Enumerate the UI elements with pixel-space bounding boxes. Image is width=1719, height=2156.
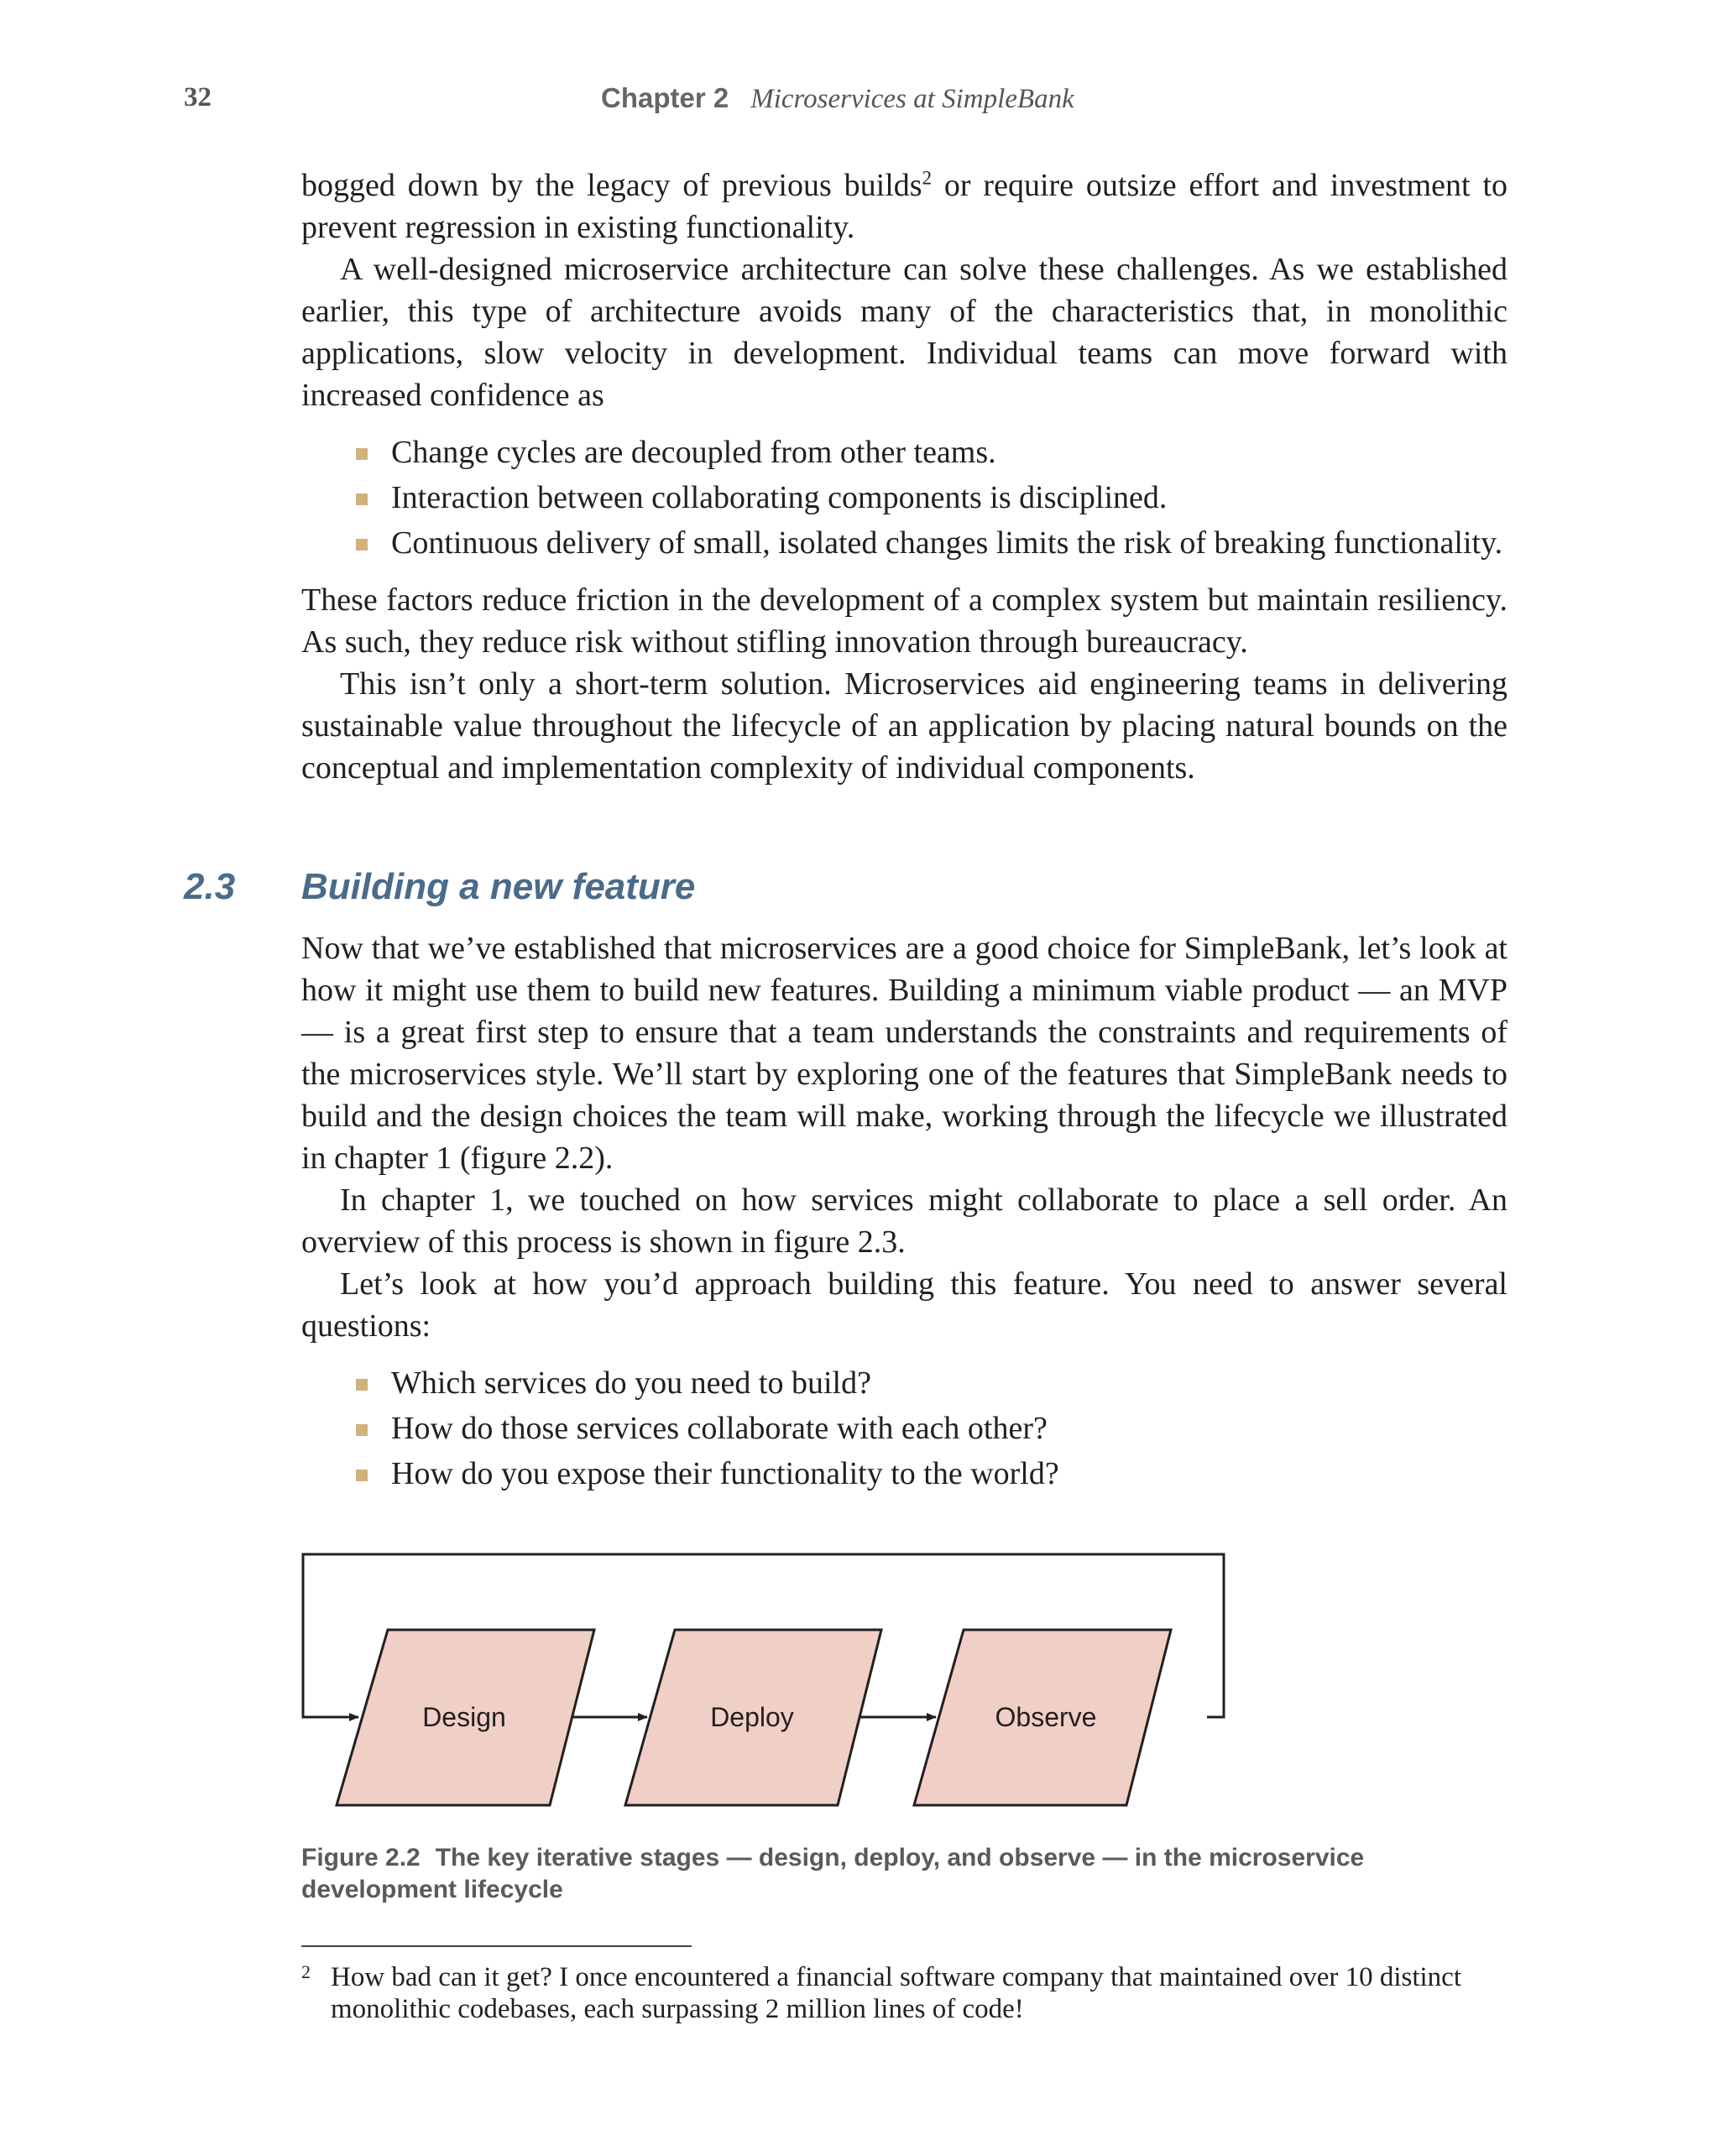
list-item-text: Which services do you need to build? — [391, 1365, 871, 1401]
intro-text — [301, 164, 1507, 789]
bullet-icon — [356, 448, 368, 460]
chapter-title: Microservices at SimpleBank — [750, 84, 1074, 114]
bullet-icon — [356, 539, 368, 551]
design-stage-label: Design — [422, 1702, 506, 1732]
figure-caption — [301, 1842, 1507, 1906]
footnote — [301, 1961, 1507, 2025]
paragraph: This isn’t only a short-term solution. Microservices aid engineering teams in delivering sustainable value throughout the lifecycle of an application by placing natural bounds on the conceptual and implementation complexity of individual components. — [301, 666, 1507, 786]
paragraph: A well-designed microservice architecture can solve these challenges. As we established earlier, this type of architecture avoids many of the characteristics that, in monolithic applications, slow velocity in development. Individual teams can move forward with increased confidence as — [301, 252, 1507, 413]
list-item-text: How do you expose their functionality to the world? — [391, 1456, 1059, 1491]
paragraph: Now that we’ve established that microservices are a good choice for SimpleBank, let’s look at how it might use them to build new features. Building a minimum viable product — an MVP — is a great first step to ensure that a team understands the constraints and requirements of the microservices style. We’ll start by exploring one of the features that SimpleBank needs to build and the design choices the team will make, working through the lifecycle we illustrated in chapter 1 (figure 2.2). — [301, 931, 1507, 1176]
running-head — [601, 82, 1074, 115]
bullet-icon — [356, 1424, 368, 1436]
question-list — [301, 1362, 1507, 1495]
bullet-icon — [356, 1379, 368, 1391]
lifecycle-figure — [298, 1549, 1230, 1830]
section-number: 2.3 — [184, 866, 236, 907]
paragraph-text: or require outsize effort and investment to prevent regression in existing functionality. — [301, 168, 1508, 245]
footnote-ref[interactable]: 2 — [922, 167, 932, 189]
lifecycle-diagram — [298, 1549, 1230, 1826]
list-item-text: Interaction between collaborating components is disciplined. — [391, 480, 1168, 515]
list-item-text: Continuous delivery of small, isolated changes limits the risk of breaking functionality. — [391, 525, 1503, 561]
list-item — [391, 1453, 1507, 1495]
page-number: 32 — [184, 82, 212, 112]
caption-text: The key iterative stages — design, deploy, and observe — in the microservice development lifecycle — [301, 1844, 1365, 1903]
list-item — [391, 431, 1507, 473]
paragraph — [301, 164, 1507, 248]
footnote-text: How bad can it get? I once encountered a financial software company that maintained over 10 distinct monolithic codebases, each surpassing 2 million lines of code! — [331, 1962, 1461, 2024]
list-item — [391, 477, 1507, 519]
footnote-mark: 2 — [301, 1961, 311, 1982]
list-item-text: How do those services collaborate with each other? — [391, 1411, 1048, 1446]
paragraph-text: bogged down by the legacy of previous builds — [301, 168, 922, 203]
paragraph: Let’s look at how you’d approach building this feature. You need to answer several questions: — [301, 1266, 1507, 1344]
footnote-divider — [301, 1945, 692, 1947]
list-item — [391, 1362, 1507, 1404]
section-text — [301, 927, 1507, 1498]
list-item-text: Change cycles are decoupled from other teams. — [391, 435, 996, 470]
paragraph: In chapter 1, we touched on how services might collaborate to place a sell order. An overview of this process is shown in figure 2.3. — [301, 1182, 1507, 1260]
observe-stage-label: Observe — [995, 1702, 1097, 1732]
section-title: Building a new feature — [301, 866, 696, 907]
deploy-stage-label: Deploy — [710, 1702, 794, 1732]
chapter-label: Chapter 2 — [601, 82, 729, 113]
caption-label: Figure 2.2 — [301, 1844, 421, 1871]
bullet-icon — [356, 493, 368, 505]
list-item — [391, 522, 1507, 564]
paragraph: These factors reduce friction in the development of a complex system but maintain resiliency. As such, they reduce risk without stifling innovation through bureaucracy. — [301, 582, 1507, 660]
bullet-list — [301, 431, 1507, 564]
list-item — [391, 1407, 1507, 1449]
bullet-icon — [356, 1470, 368, 1481]
